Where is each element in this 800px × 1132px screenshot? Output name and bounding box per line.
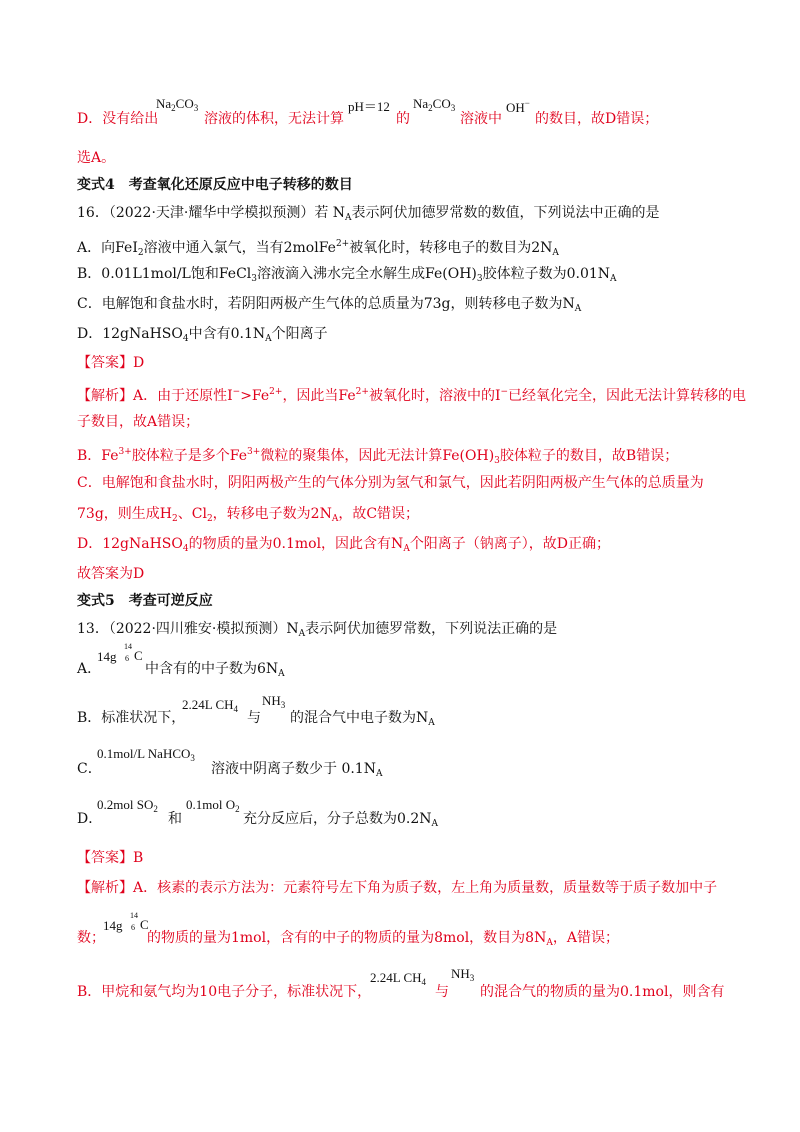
t: 0.1mol O (186, 797, 236, 812)
t: 【解析】A．由于还原性I (77, 388, 233, 404)
t: 14g (103, 918, 123, 933)
t: 胶体粒子数为0.01N (482, 266, 611, 282)
t: 表示阿伏加德罗常数，下列说法正确的是 (305, 621, 558, 637)
t: − (232, 387, 241, 397)
formula-so2 (97, 797, 158, 814)
t: 2 (235, 804, 240, 814)
t: A (278, 669, 285, 679)
t: 溶液中 (460, 111, 502, 127)
t: 3+ (247, 447, 261, 457)
t: 的 (396, 111, 410, 127)
t: 、Cl (177, 506, 207, 522)
t: 2.24L CH (370, 970, 422, 985)
t: 溶液的体积，无法计算 (204, 111, 344, 127)
t: D．12gNaHSO (77, 536, 183, 552)
t: ，因此当Fe (282, 388, 356, 404)
t: 14 (130, 911, 138, 920)
t: 2 (153, 804, 158, 814)
t: A (431, 819, 439, 829)
q13-answer (77, 849, 143, 867)
formula-nahco3 (97, 746, 195, 763)
conclusion-line (77, 149, 115, 167)
t: A (403, 544, 410, 554)
t: 2 (206, 514, 213, 524)
t: 选A。 (77, 150, 116, 166)
t: 3 (190, 753, 195, 763)
t: B．标准状况下， (77, 710, 186, 726)
q16-option-c (77, 295, 581, 318)
t: 0.1mol/L NaHCO (97, 746, 191, 761)
t: 中含有的中子数为6N (145, 661, 279, 677)
t: B．Fe (77, 448, 119, 464)
t: 与 (435, 984, 449, 1000)
t: 充分反应后，分子总数为0.2N (243, 811, 432, 827)
q16-explanation-1 (77, 383, 746, 405)
q16-explanation-4 (77, 474, 704, 492)
q13-explanation-2b (147, 929, 619, 952)
t: 被氧化时，溶液中的I (368, 388, 501, 404)
t: 的数目，故D错误； (535, 111, 659, 127)
t: A (345, 213, 352, 223)
formula-na2co3 (156, 96, 198, 113)
t: 变式4 考查氧化还原反应中电子转移的数目 (77, 177, 353, 193)
t: C．电解饱和食盐水时，阴阳两极产生的气体分别为氢气和氯气，因此若阴阳两极产生气体的总质量为 (77, 475, 704, 491)
t: 子数目，故A错误； (77, 414, 200, 430)
formula-ph (348, 96, 390, 115)
t: A (331, 514, 339, 524)
t: 的混合气的物质的量为0.1mol，则含有 (480, 984, 725, 1000)
t: 已经氧化完全，因此无法计算转移的电 (508, 388, 747, 404)
text-line1c (396, 110, 410, 128)
t: 13．（2022·四川雅安·模拟预测）N (77, 621, 299, 637)
t: − (524, 98, 530, 108)
t: 表示阿伏加德罗常数的数值，下列说法中正确的是 (351, 205, 660, 221)
t: CO (175, 96, 194, 111)
t: 4 (421, 977, 427, 987)
q13-explanation-2a (77, 929, 105, 947)
t: B．0.01L1mol/L饱和FeCl (77, 266, 252, 282)
t: 2 (171, 103, 176, 113)
t: 3 (450, 103, 456, 113)
t: ，转移电子数为2N (212, 506, 332, 522)
t: 溶液中阴离子数少于 0.1N (211, 761, 376, 777)
t: A． (77, 661, 102, 677)
q13-option-b-text (290, 709, 435, 732)
t: A (610, 274, 617, 284)
t: 3+ (118, 447, 132, 457)
q13-option-b-with (247, 709, 261, 727)
t: 4 (182, 334, 189, 344)
t: 个阳离子（钠离子），故D正确； (409, 536, 611, 552)
t: Na (413, 96, 429, 111)
t: 14 (124, 642, 132, 651)
t: 溶液中通入氯气，当有2molFe (143, 240, 336, 256)
t: 2.24L CH (182, 697, 234, 712)
nuclide-c14-explanation (103, 911, 149, 935)
t: 0.2mol SO (97, 797, 154, 812)
t: A (298, 629, 306, 639)
t: D． (77, 811, 103, 827)
q16-explanation-5 (77, 505, 419, 528)
q13-option-b-label (77, 709, 185, 727)
q16-option-d (77, 325, 328, 348)
t: 的物质的量为0.1mol，因此含有N (188, 536, 404, 552)
t: C． (77, 761, 102, 777)
t: >Fe (240, 388, 270, 404)
t: − (500, 387, 509, 397)
t: 3 (193, 103, 199, 113)
text-line1d (460, 110, 502, 128)
t: ，故C错误； (338, 506, 420, 522)
t: 【答案】B (77, 850, 144, 866)
t: 胶体粒子是多个Fe (131, 448, 248, 464)
t: 2 (172, 514, 178, 524)
t: C (134, 648, 143, 663)
q13-explanation-3with (435, 983, 449, 1001)
t: 2+ (355, 387, 369, 397)
t: 2+ (335, 239, 350, 249)
text-line1e (535, 110, 658, 128)
t: Na (156, 96, 172, 111)
t: C (140, 917, 149, 932)
t: 中含有0.1N (188, 326, 266, 342)
t: 4 (182, 544, 189, 554)
t: OH (506, 100, 525, 115)
formula-nh3 (262, 693, 285, 710)
t: 2 (137, 248, 144, 258)
q13-option-d-text (243, 810, 438, 833)
q16-final-answer (77, 565, 144, 583)
t: 变式5 考查可逆反应 (77, 593, 213, 609)
t: 6 (131, 923, 135, 932)
q13-option-d-and (168, 810, 182, 828)
t: N (332, 205, 346, 221)
t: A (375, 769, 383, 779)
q16-explanation-2 (77, 413, 199, 431)
t: 73g，则生成H (77, 506, 172, 522)
q16-explanation-6 (77, 535, 610, 558)
t: A (552, 248, 559, 258)
t: D．12gNaHSO (77, 326, 183, 342)
t: A．向FeI (77, 240, 138, 256)
t: 的物质的量为1mol，含有的中子的物质的量为8mol，数目为8N (147, 930, 547, 946)
t: 2+ (269, 387, 283, 397)
prev-option-d (77, 110, 158, 128)
text: D．没有给出 (77, 111, 159, 127)
t: 3 (280, 700, 286, 710)
t: ，A错误； (552, 930, 619, 946)
t: 3 (494, 456, 500, 466)
t: B．甲烷和氨气均为10电子分子，标准状况下， (77, 984, 372, 1000)
t: NH (262, 693, 281, 708)
q16-answer (77, 354, 144, 372)
t: 微粒的聚集体，因此无法计算Fe(OH) (260, 448, 495, 464)
section-heading-variant4 (77, 176, 353, 194)
t: 2 (428, 103, 433, 113)
formula-oh (506, 98, 530, 116)
formula-na2co3-2 (413, 96, 455, 113)
t: 16．（2022·天津·耀华中学模拟预测）若 (77, 205, 329, 221)
t: 被氧化时，转移电子的数目为2N (349, 240, 553, 256)
t: 数； (77, 930, 105, 946)
q13-option-a-text (145, 660, 285, 683)
t: 6 (125, 654, 129, 663)
t: 个阳离子 (271, 326, 328, 342)
t: pH＝12 (348, 99, 390, 114)
nuclide-c14 (97, 642, 143, 666)
question-13 (77, 620, 557, 643)
t: 3 (469, 973, 475, 983)
t: 溶液滴入沸水完全水解生成Fe(OH) (257, 266, 477, 282)
t: CO (432, 96, 451, 111)
q13-explanation-3b (480, 983, 724, 1001)
t: A (428, 718, 435, 728)
t: A (265, 334, 272, 344)
t: 与 (247, 710, 261, 726)
text-line1b (204, 110, 344, 128)
t: 4 (233, 704, 239, 714)
t: A (546, 938, 553, 948)
t: C．电解饱和食盐水时，若阴阳两极产生气体的总质量为73g，则转移电子数为N (77, 296, 575, 312)
formula-nh3-explanation (451, 966, 474, 983)
q16-option-b (77, 265, 617, 288)
t: A (574, 304, 582, 314)
question-16 (77, 204, 660, 227)
q16-explanation-3 (77, 443, 678, 470)
t: 【答案】D (77, 355, 145, 371)
t: 故答案为D (77, 566, 145, 582)
q13-option-c-text (211, 760, 382, 783)
t: NH (451, 966, 470, 981)
t: 【解析】A．核素的表示方法为：元素符号左下角为质子数，左上角为质量数，质量数等于质子数加中子 (77, 880, 718, 896)
formula-ch4-explanation (370, 970, 426, 987)
q16-option-a (77, 235, 559, 262)
t: 3 (476, 274, 483, 284)
t: 3 (251, 274, 258, 284)
formula-ch4 (182, 697, 238, 714)
t: 胶体粒子的数目，故B错误； (499, 448, 679, 464)
section-heading-variant5 (77, 592, 213, 610)
q13-explanation-3a (77, 983, 371, 1001)
formula-o2 (186, 797, 240, 814)
t: 的混合气中电子数为N (290, 710, 429, 726)
t: 和 (168, 811, 182, 827)
t: 14g (97, 649, 117, 664)
q13-explanation-1 (77, 879, 717, 897)
